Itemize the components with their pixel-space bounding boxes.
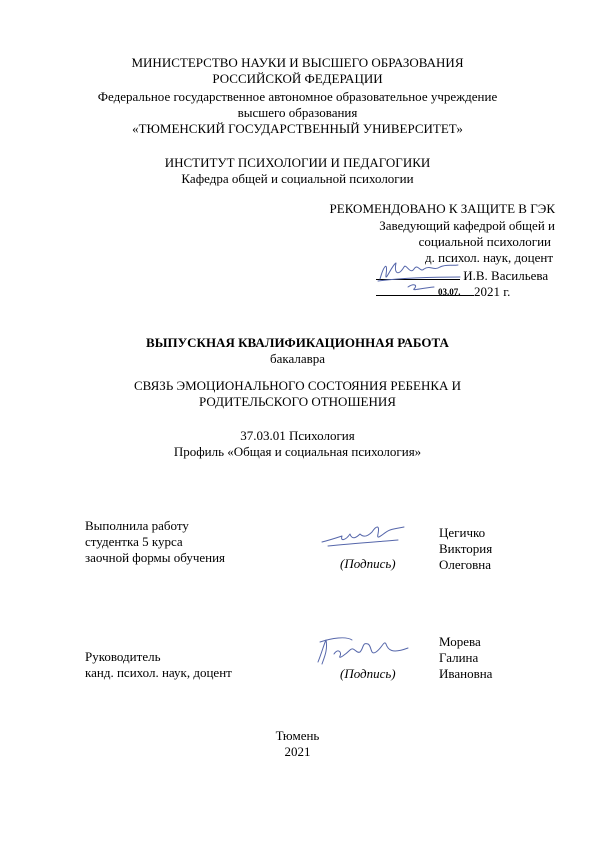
supervisor-name: Галина (439, 650, 479, 665)
author-patronymic: Олеговна (439, 557, 492, 572)
approval-line-1: Заведующий кафедрой общей и (379, 218, 555, 233)
author-surname: Цегичко (439, 525, 486, 540)
author-label-2: студентка 5 курса (85, 534, 183, 549)
handwritten-date: 03.07. (438, 287, 461, 297)
thesis-title-line-2: РОДИТЕЛЬСКОГО ОТНОШЕНИЯ (199, 394, 396, 409)
profile: Профиль «Общая и социальная психология» (173, 444, 422, 459)
author-label-3: заочной формы обучения (85, 550, 226, 565)
institution-type-line-2: высшего образования (237, 105, 358, 120)
ministry-line-1: МИНИСТЕРСТВО НАУКИ И ВЫСШЕГО ОБРАЗОВАНИЯ (131, 55, 464, 70)
supervisor-patronymic: Ивановна (439, 666, 493, 681)
supervisor-label-1: Руководитель (85, 649, 161, 664)
author-signature-caption: (Подпись) (340, 556, 396, 571)
institution-type-line-1: Федеральное государственное автономное образовательное учреждение (97, 89, 498, 104)
author-name: Виктория (439, 541, 493, 556)
department-name: Кафедра общей и социальной психологии (181, 171, 414, 186)
approval-title: РЕКОМЕНДОВАНО К ЗАЩИТЕ В ГЭК (329, 201, 555, 216)
supervisor-label-2: канд. психол. наук, доцент (85, 665, 232, 680)
supervisor-signature-icon (312, 634, 412, 670)
approval-line-3: д. психол. наук, доцент (425, 250, 553, 265)
speciality-code: 37.03.01 Психология (240, 428, 355, 443)
thesis-title-line-1: СВЯЗЬ ЭМОЦИОНАЛЬНОГО СОСТОЯНИЯ РЕБЕНКА И (133, 378, 462, 393)
institute-name: ИНСТИТУТ ПСИХОЛОГИИ И ПЕДАГОГИКИ (164, 155, 431, 170)
degree-level: бакалавра (269, 351, 326, 366)
city: Тюмень (275, 728, 320, 743)
author-label-1: Выполнила работу (85, 518, 189, 533)
author-signature-icon (318, 522, 406, 552)
year: 2021 (284, 744, 311, 759)
head-name: И.В. Васильева (463, 268, 549, 283)
work-type: ВЫПУСКНАЯ КВАЛИФИКАЦИОННАЯ РАБОТА (146, 335, 449, 350)
university-name: «ТЮМЕНСКИЙ ГОСУДАРСТВЕННЫЙ УНИВЕРСИТЕТ» (132, 121, 463, 136)
ministry-line-2: РОССИЙСКОЙ ФЕДЕРАЦИИ (212, 71, 383, 86)
head-signature-icon (374, 255, 466, 293)
approval-line-2: социальной психологии (418, 234, 551, 249)
supervisor-signature-caption: (Подпись) (340, 666, 396, 681)
supervisor-surname: Морева (439, 634, 481, 649)
approval-year: 2021 г. (474, 284, 511, 299)
